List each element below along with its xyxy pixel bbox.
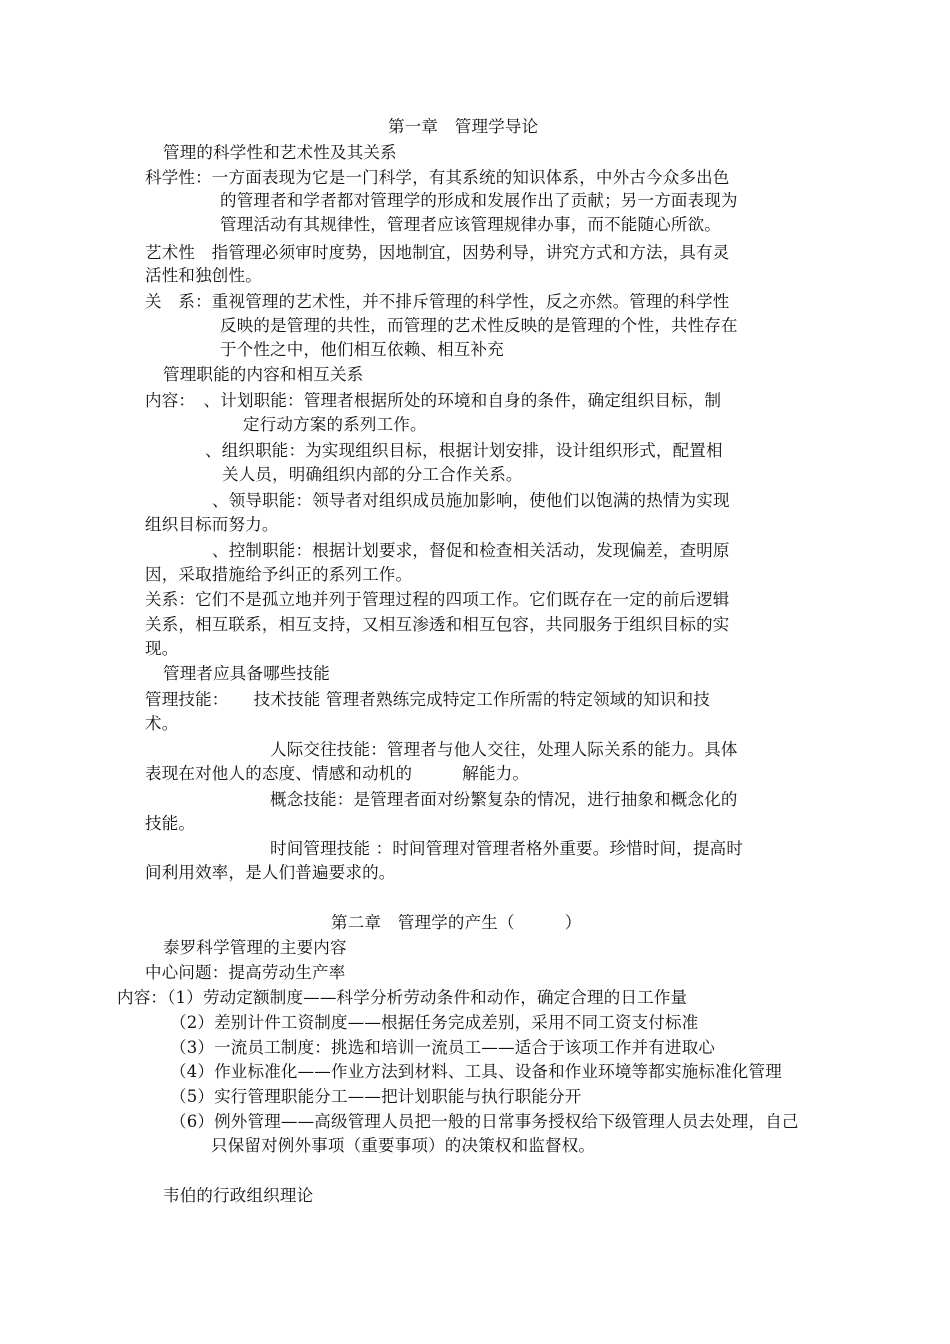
- chapter-1-title: 第一章 管理学导论: [388, 117, 539, 136]
- taylor-item-1: 内容：（1）劳动定额制度——科学分析劳动条件和动作，确定合理的日工作量: [117, 988, 688, 1007]
- science-text-line-2: 的管理者和学者都对管理学的形成和发展作出了贡献；另一方面表现为: [220, 191, 738, 210]
- organizing-line-2: 关人员，明确组织内部的分工合作关系。: [222, 465, 523, 484]
- section-heading-skills: 管理者应具备哪些技能: [163, 664, 330, 683]
- taylor-item-3: （3）一流员工制度：挑选和培训一流员工——适合于该项工作并有进取心: [170, 1038, 716, 1057]
- planning-line-2: 定行动方案的系列工作。: [243, 415, 427, 434]
- time-skill-line-2: 间利用效率，是人们普遍要求的。: [145, 863, 396, 882]
- section-heading-functions: 管理职能的内容和相互关系: [163, 365, 364, 384]
- science-text-line-1: 科学性：一方面表现为它是一门科学，有其系统的知识体系，中外古今众多出色: [145, 168, 730, 187]
- relation-text-line-1: 关 系：重视管理的艺术性，并不排斥管理的科学性，反之亦然。管理的科学性: [145, 292, 730, 311]
- human-skill-line-2: 表现在对他人的态度、情感和动机的 解能力。: [145, 764, 530, 783]
- controlling-line-2: 因，采取措施给予纠正的系列工作。: [145, 565, 413, 584]
- time-skill-line-1: 时间管理技能 ：时间管理对管理者格外重要。珍惜时间，提高时: [270, 839, 744, 858]
- technical-skill-line-1: 管理技能： 技术技能 管理者熟练完成特定工作所需的特定领域的知识和技: [145, 690, 710, 709]
- taylor-item-4: （4）作业标准化——作业方法到材料、工具、设备和作业环境等都实施标准化管理: [170, 1062, 782, 1081]
- leading-line-1: 、领导职能：领导者对组织成员施加影响，使他们以饱满的热情为实现: [212, 491, 730, 510]
- art-text-line-1: 艺术性 指管理必须审时度势，因地制宜，因势利导，讲究方式和方法，具有灵: [145, 243, 730, 262]
- chapter-2-title: 第二章 管理学的产生（ ）: [331, 913, 582, 932]
- leading-line-2: 组织目标而努力。: [145, 515, 279, 534]
- functions-relation-line-1: 关系：它们不是孤立地并列于管理过程的四项工作。它们既存在一定的前后逻辑: [145, 590, 730, 609]
- science-text-line-3: 管理活动有其规律性，管理者应该管理规律办事，而不能随心所欲。: [220, 215, 721, 234]
- taylor-item-5: （5）实行管理职能分工——把计划职能与执行职能分开: [170, 1087, 582, 1106]
- technical-skill-line-2: 术。: [145, 714, 179, 733]
- controlling-line-1: 、控制职能：根据计划要求，督促和检查相关活动，发现偏差，查明原: [212, 541, 730, 560]
- taylor-item-2: （2）差别计件工资制度——根据任务完成差别，采用不同工资支付标准: [170, 1013, 699, 1032]
- taylor-item-6-line-2: 只保留对例外事项（重要事项）的决策权和监督权。: [211, 1136, 596, 1155]
- relation-text-line-2: 反映的是管理的共性，而管理的艺术性反映的是管理的个性，共性存在: [220, 316, 738, 335]
- human-skill-line-1: 人际交往技能：管理者与他人交往，处理人际关系的能力。具体: [270, 740, 738, 759]
- section-heading-taylor: 泰罗科学管理的主要内容: [163, 938, 347, 957]
- taylor-item-6-line-1: （6）例外管理——高级管理人员把一般的日常事务授权给下级管理人员去处理，自己: [170, 1112, 799, 1131]
- section-heading-science-art: 管理的科学性和艺术性及其关系: [163, 143, 397, 162]
- functions-relation-line-2: 关系，相互联系，相互支持，又相互渗透和相互包容，共同服务于组织目标的实: [145, 615, 730, 634]
- functions-relation-line-3: 现。: [145, 639, 179, 658]
- section-heading-weber: 韦伯的行政组织理论: [163, 1186, 314, 1205]
- organizing-line-1: 、组织职能：为实现组织目标，根据计划安排，设计组织形式，配置相: [205, 441, 723, 460]
- relation-text-line-3: 于个性之中，他们相互依赖、相互补充: [220, 340, 504, 359]
- planning-line-1: 内容： 、计划职能：管理者根据所处的环境和自身的条件，确定组织目标，制: [145, 391, 722, 410]
- conceptual-skill-line-1: 概念技能：是管理者面对纷繁复杂的情况，进行抽象和概念化的: [270, 790, 738, 809]
- conceptual-skill-line-2: 技能。: [145, 814, 196, 833]
- art-text-line-2: 活性和独创性。: [145, 266, 262, 285]
- core-question: 中心问题：提高劳动生产率: [145, 963, 346, 982]
